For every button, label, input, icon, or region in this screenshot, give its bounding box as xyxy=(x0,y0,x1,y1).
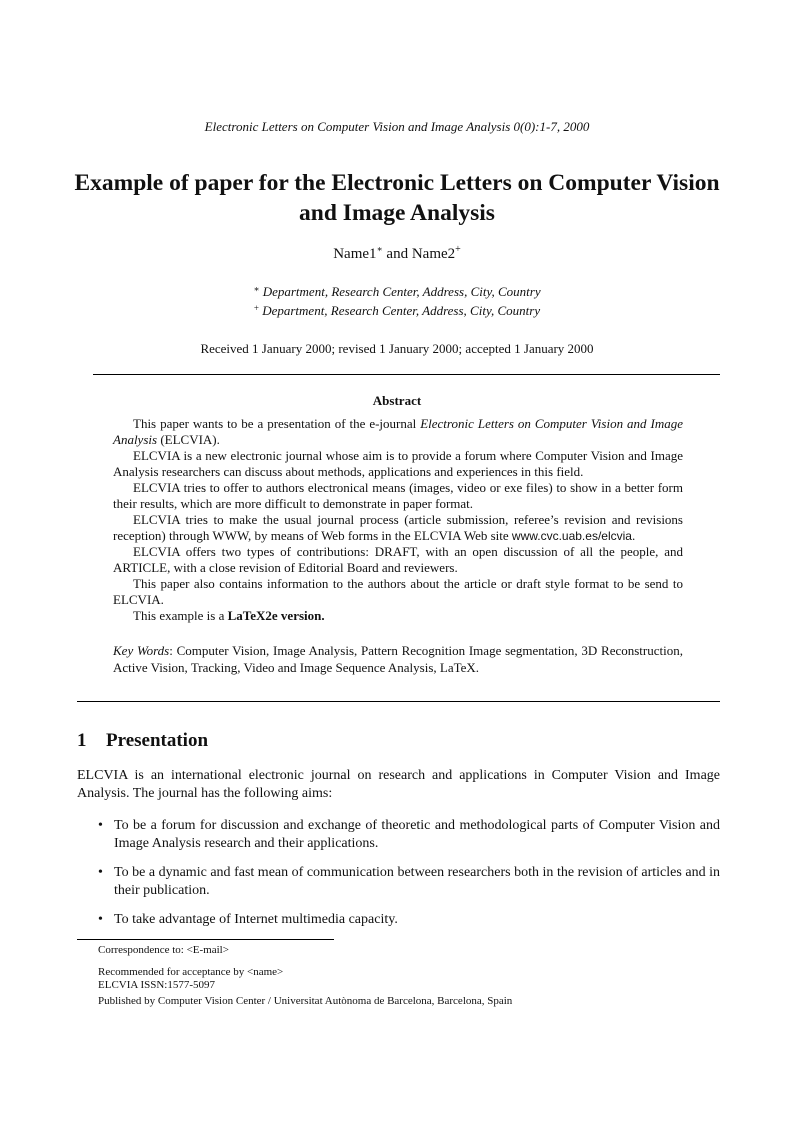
journal-name-italic: Electronic Letters on Computer Vision and Image Analysis xyxy=(113,416,683,447)
latex-version-bold: LaTeX2e version. xyxy=(227,608,325,623)
paper-title-line-2: and Image Analysis xyxy=(299,200,495,226)
footnote-publisher: Published by Computer Vision Center / Universitat Autònoma de Barcelona, Barcelona, Spain xyxy=(98,995,513,1007)
affiliation-1-text: Department, Research Center, Address, City, Country xyxy=(262,284,541,299)
submission-dates: Received 1 January 2000; revised 1 January 2000; accepted 1 January 2000 xyxy=(200,341,594,356)
abstract-p4-start: ELCVIA tries to make the usual journal process (article submission, referee’s revision and revisions reception) through WWW, by means of Web forms in the ELCVIA Web site xyxy=(113,512,683,543)
affiliation-2 xyxy=(0,303,794,319)
footnote-issn: ELCVIA ISSN:1577-5097 xyxy=(98,979,216,991)
paper-title xyxy=(0,168,794,228)
abstract-paragraph: ELCVIA offers two types of contributions: DRAFT, with an open discussion of all the people, and ARTICLE, with a close revision of Editorial Board and reviewers. xyxy=(113,544,683,575)
keywords-text: : Computer Vision, Image Analysis, Pattern Recognition Image segmentation, 3D Reconstruction, Active Vision, Tracking, Video and Image Sequence Analysis, LaTeX. xyxy=(113,643,683,675)
abstract-p7-start: This example is a xyxy=(133,608,228,623)
section-number: 1 xyxy=(77,730,87,751)
aims-list xyxy=(77,817,720,940)
author-2-mark: + xyxy=(455,244,461,255)
section-title: Presentation xyxy=(106,730,209,751)
keywords-label: Key Words xyxy=(113,643,170,658)
paper-title-line-1: Example of paper for the Electronic Letters on Computer Vision xyxy=(74,170,720,196)
abstract-paragraph: This paper also contains information to the authors about the article or draft style format to be send to ELCVIA. xyxy=(113,576,683,607)
journal-header: Electronic Letters on Computer Vision and Image Analysis 0(0):1-7, 2000 xyxy=(204,119,590,134)
section-intro: ELCVIA is an international electronic journal on research and applications in Computer Vision and Image Analysis. The journal has the following aims: xyxy=(77,768,720,801)
author-joiner: and xyxy=(382,246,412,262)
author-1-mark: ∗ xyxy=(376,244,383,254)
affiliation-1-mark: ∗ xyxy=(253,284,260,294)
footnote-correspondence: Correspondence to: <E-mail> xyxy=(98,944,229,956)
abstract-paragraph xyxy=(113,416,683,448)
abstract-paragraph: ELCVIA tries to offer to authors electronical means (images, video or exe files) to show in a better form their results, which are more difficult to demonstrate in paper format. xyxy=(113,480,683,511)
abstract-paragraph xyxy=(113,608,683,624)
abstract-heading: Abstract xyxy=(372,393,422,408)
section-heading xyxy=(77,730,208,752)
abstract-paragraph: ELCVIA is a new electronic journal whose aim is to provide a forum where Computer Vision and Image Analysis researchers can discuss about methods, applications and experiences in this field. xyxy=(113,448,683,479)
abstract-p4-end: . xyxy=(631,528,636,543)
abstract-p1-end: (ELCVIA). xyxy=(157,432,220,447)
affiliation-2-mark: + xyxy=(253,303,259,313)
top-rule xyxy=(93,374,720,375)
list-item: • To be a dynamic and fast mean of communication between researchers both in the revision of articles and in their publication. xyxy=(77,864,720,900)
affiliation-2-text: Department, Research Center, Address, City, Country xyxy=(262,303,541,318)
abstract-p1-start: This paper wants to be a presentation of the e-journal xyxy=(133,416,421,431)
list-item: • To take advantage of Internet multimedia capacity. xyxy=(77,911,720,929)
abstract-paragraph xyxy=(113,512,683,544)
elcvia-url-link[interactable]: www.cvc.uab.es/elcvia xyxy=(511,529,632,543)
author-1: Name1 xyxy=(333,246,377,262)
footnote-rule xyxy=(77,939,334,940)
list-item: • To be a forum for discussion and exchange of theoretic and methodological parts of Computer Vision and Image Analysis research and their applications. xyxy=(77,817,720,853)
author-2: Name2 xyxy=(411,246,456,262)
keywords xyxy=(113,642,683,676)
abstract-body xyxy=(113,416,683,624)
abstract-bottom-rule xyxy=(77,701,720,702)
affiliation-1 xyxy=(0,284,794,300)
footnote-recommended: Recommended for acceptance by <name> xyxy=(98,966,284,978)
authors xyxy=(0,244,794,263)
